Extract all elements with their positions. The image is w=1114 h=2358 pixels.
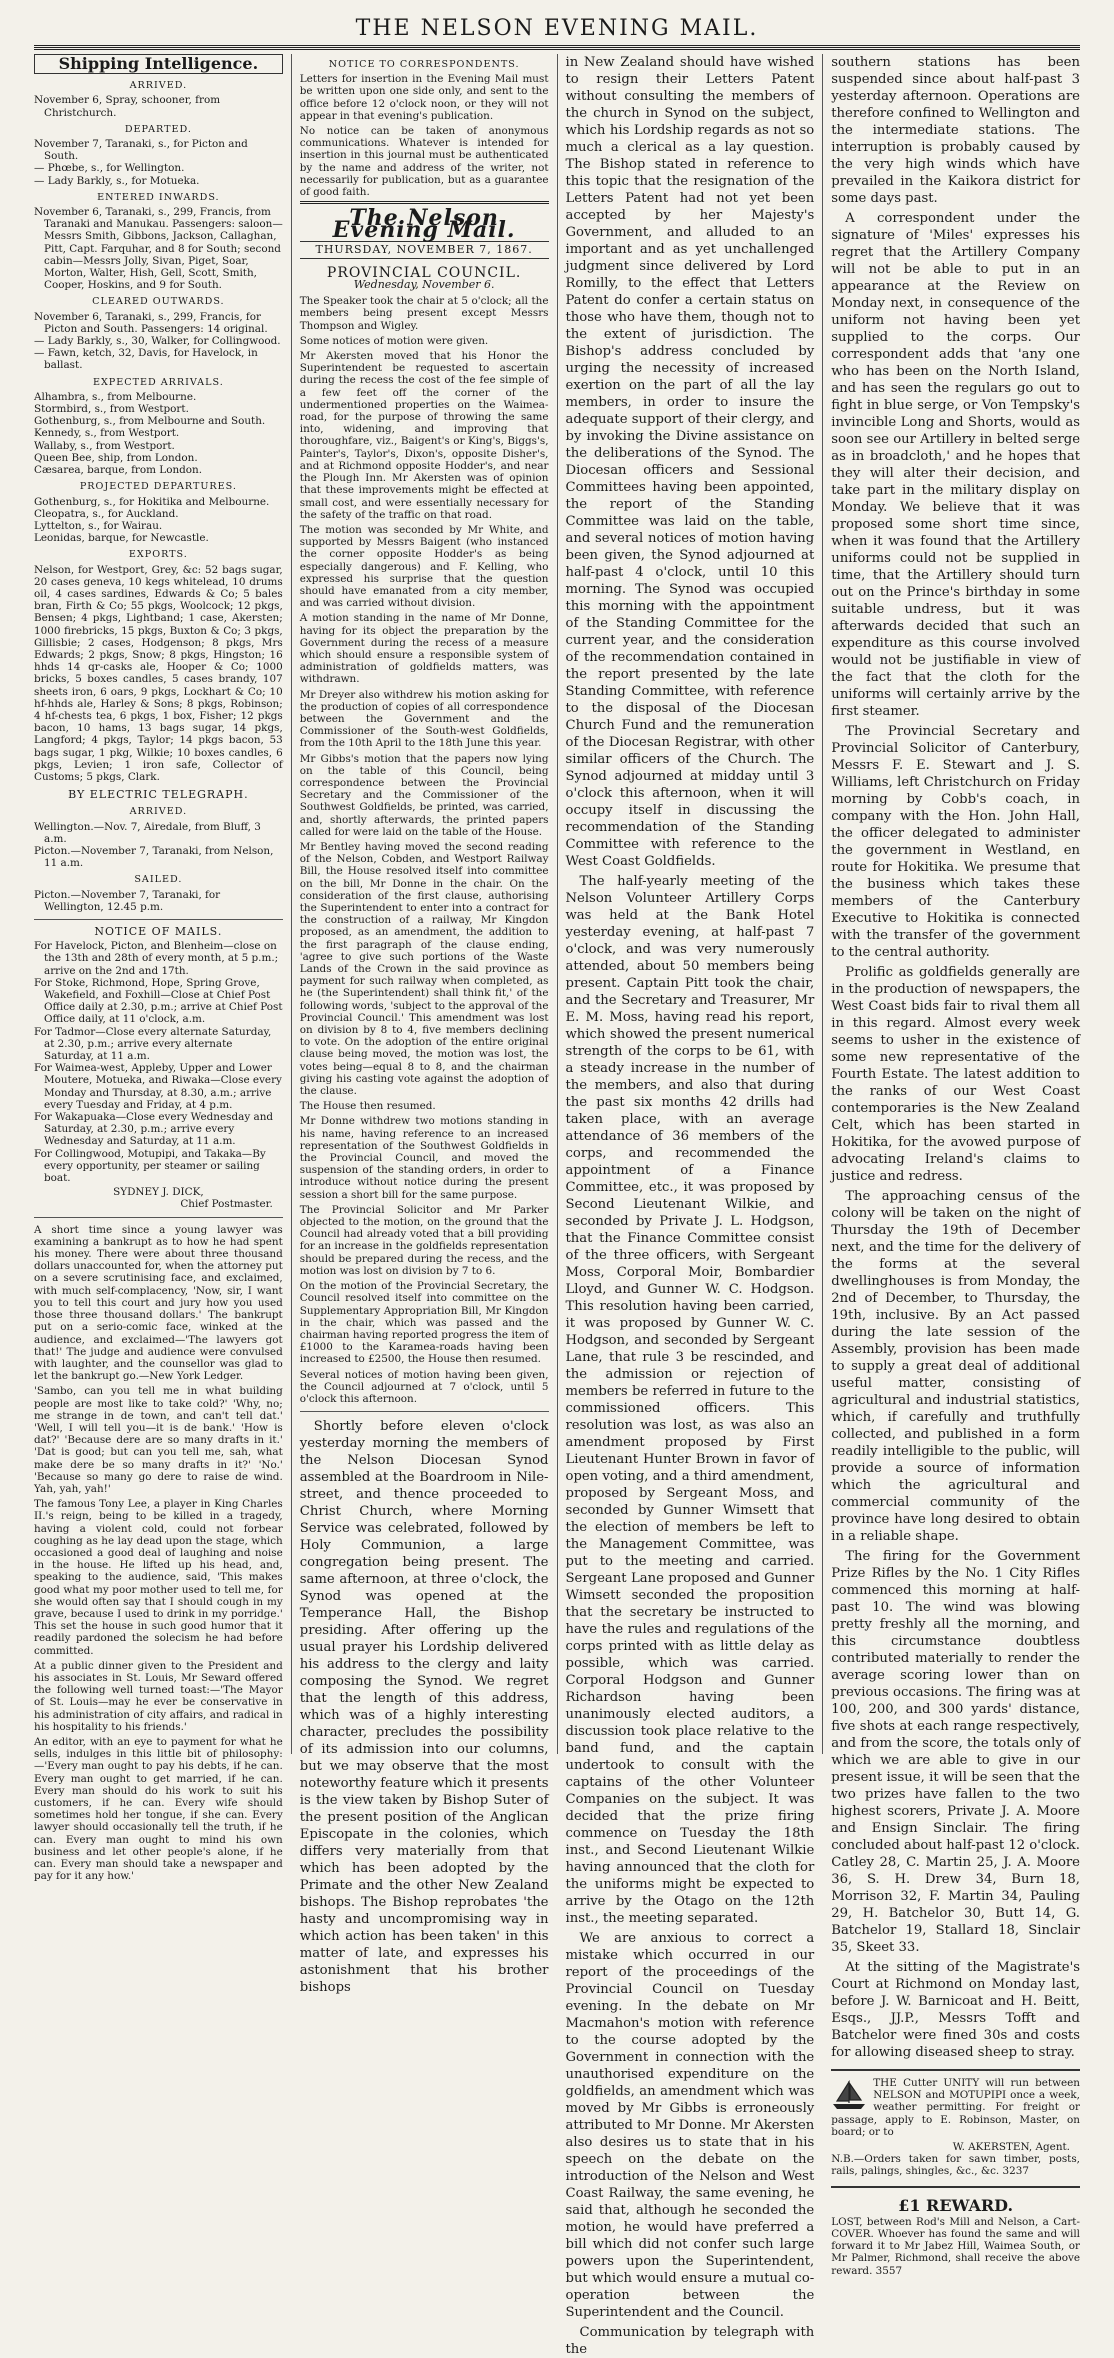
divider (300, 1411, 549, 1412)
news-paragraph: The approaching census of the colony will be taken on the night of Thursday the 19th of December next, and the time for the delivery of the forms at the several dwellinghouses is from Monday, the 2nd of December, to Thursday, the 19th, inclusive. By an Act passed during the late session of the Assembly, provision has been made to supply a great deal of additional useful matter, consisting of agricultural and industrial statistics, which, if carefully and truthfully collected, and published in a form readily intelligible to the public, will provide a source of information which the agricultural and commercial community of the province have long desired to obtain in a reliable shape. (831, 1189, 1080, 1544)
anecdote-paragraph: A short time since a young lawyer was examining a bankrupt as to how he had spent his money. There were about three thousand dollars unaccounted for, when the attorney put on a severe scrutinising face, and exclaimed, with much self-complacency, 'Now, sir, I want you to tell this court and jury how you used those three thousand dollars.' The bankrupt put on a serio-comic face, winked at the audience, and exclaimed—'The lawyers got that!' The judge and audience were convulsed with laughter, and the counsellor was glad to let the bankrupt go.—New York Ledger. (34, 1223, 283, 1383)
expected-item: Kennedy, s., from Westport. (34, 427, 180, 440)
cutter-ad-text: THE Cutter UNITY will run between NELSON and MOTUPIPI once a week, weather permitting. For freight or passage, apply to E. Robinson, Master, on board; or to (831, 2077, 1080, 2138)
council-paragraph: The Speaker took the chair at 5 o'clock; all the members being present except Messrs Thompson and Wigley. (299, 295, 549, 332)
council-heading: PROVINCIAL COUNCIL. (326, 264, 522, 281)
notice-paragraph: No notice can be taken of anonymous communications. Whatever is intended for insertion in this journal must be authenticated by the name and address of the writer, not necessarily for publication, but as a guarantee of good faith. (299, 125, 549, 199)
cleared-item: — Fawn, ketch, 32, Davis, for Havelock, in ballast. (34, 347, 258, 372)
mail-item: For Collingwood, Motupipi, and Takaka—By every opportunity, per steamer or sailing boat. (34, 1147, 266, 1185)
projected-item: Gothenburg, s., for Hokitika and Melbourne. (34, 495, 270, 508)
expected-item: Gothenburg, s., from Melbourne and South. (34, 415, 266, 428)
cleared-item: — Lady Barkly, s., 30, Walker, for Collingwood. (34, 335, 281, 348)
masthead-double-rule (34, 47, 1080, 50)
expected-item: Alhambra, s., from Melbourne. (34, 390, 197, 403)
reward-title: £1 REWARD. (898, 2195, 1014, 2215)
masthead: THE NELSON EVENING MAIL. (355, 16, 759, 41)
mail-item: For Wakapuaka—Close every Wednesday and Saturday, at 2.30, p.m.; arrive every Wednesday and Saturday, at 11 a.m. (34, 1111, 274, 1148)
cutter-ad-note: N.B.—Orders taken for sawn timber, posts, rails, palings, shingles, &c., &c. 3237 (831, 2153, 1080, 2178)
telegraph-article: Communication by telegraph with the (565, 2325, 815, 2357)
news-paragraph: The firing for the Government Prize Rifles by the No. 1 City Rifles commenced this morning at half-past 10. The wind was blowing pretty freshly all the morning, and this circumstance doubtless contributed materially to render the average scoring lower than on previous occasions. The firing was at 100, 200, and 300 yards' distance, five shots at each range respectively, and from the score, the totals only of which we are able to give in our present issue, it will be seen that the two prizes have fallen to the two highest scorers, Private J. A. Moore and Ensign Sinclair. The firing concluded about half-past 12 o'clock. Catley 28, C. Martin 25, J. A. Moore 36, S. H. Drew 34, Burn 18, Morrison 32, F. Martin 34, Pauling 29, H. Batchelor 30, Butt 14, G. Batchelor 19, Stallard 18, Sinclair 35, Skeet 33. (831, 1549, 1080, 1955)
divider (300, 201, 549, 204)
tel-arrived-heading: ARRIVED. (129, 806, 188, 818)
tel-arrived-item: Wellington.—Nov. 7, Airedale, from Bluff, 3 a.m. (34, 820, 261, 845)
tel-sailed-item: Picton.—November 7, Taranaki, for Wellington, 12.45 p.m. (34, 888, 221, 913)
mail-item: For Waimea-west, Appleby, Upper and Lower Moutere, Motueka, and Riwaka—Close every Monday and Thursday, at 8.30, a.m.; arrive every Tuesday and Friday, at 4 p.m. (34, 1062, 282, 1111)
anecdote-paragraph: 'Sambo, can you tell me in what building people are most like to take cold?' 'Why, no; me strange in de town, and can't tell dat.' 'Well, I will tell you—it is de bank.' 'How is dat?' 'Because dere are so many drafts in it.' 'Dat is good; but can you tell me, sah, what make dere be so many drafts in it?' 'No.' 'Because so many go dere to raise de wind. Yah, yah, yah!' (34, 1385, 283, 1495)
council-paragraph: The House then resumed. (299, 1100, 436, 1113)
council-paragraph: A motion standing in the name of Mr Donne, having for its object the preparation by the Government during the recess of a measure which should ensure a responsible system of administration of goldfields matters, was withdrawn. (299, 612, 549, 686)
council-paragraph: The Provincial Solicitor and Mr Parker objected to the motion, on the ground that the Council had already voted that a bill providing for an increase in the goldfields representation should be prepared during the recess, and the motion was lost on division by 7 to 6. (299, 1203, 549, 1277)
cleared-item: November 6, Taranaki, s., 299, Francis, for Picton and South. Passengers: 14 original. (34, 310, 268, 335)
cutter-ad-signature: W. AKERSTEN, Agent. (952, 2141, 1070, 2154)
divider (34, 919, 283, 920)
tel-sailed-heading: SAILED. (134, 874, 183, 886)
column-4 (822, 54, 1080, 2277)
reward-advertisement (831, 2186, 1080, 2277)
shipping-title: Shipping Intelligence. (34, 54, 283, 74)
mail-item: For Havelock, Picton, and Blenheim—close on the 13th and 28th of every month, at 5 p.m.; arrive on the 2nd and 17th. (34, 940, 279, 977)
reward-text: LOST, between Rod's Mill and Nelson, a Cart-COVER. Whoever has found the same and will forward it to Mr Jabez Hill, Waimea South, or Mr Palmer, Richmond, shall receive the above reward. 3557 (831, 2215, 1080, 2277)
entered-heading: ENTERED INWARDS. (97, 191, 220, 203)
notice-paragraph: Letters for insertion in the Evening Mail must be written upon one side only, and sent to the office before 12 o'clock noon, or they will not appear in that evening's publication. (299, 73, 549, 122)
council-paragraph: The motion was seconded by Mr White, and supported by Messrs Baigent (who instanced the corner opposite Hodder's as being especially dangerous) and F. Kelling, who expressed his surprise that the question should have emanated from a city member, and was carried without division. (299, 523, 549, 610)
anecdote-paragraph: The famous Tony Lee, a player in King Charles II.'s reign, being to be killed in a tragedy, having a violent cold, could not forbear coughing as he lay dead upon the stage, which occasioned a good deal of laughing and noise in the house. He lifted up his head, and, speaking to the audience, said, 'This makes good what my poor mother used to tell me, for she would often say that I should cough in my grave, because I used to drink in my porridge.' This set the house in such good humor that it readily pardoned the solecism he had before committed. (34, 1498, 283, 1657)
column-4-news (831, 54, 1080, 2061)
ship-icon (831, 2079, 867, 2111)
mails-signature: SYDNEY J. DICK, (113, 1186, 204, 1199)
mails-signature-title: Chief Postmaster. (180, 1198, 273, 1211)
synod-continued: in New Zealand should have wished to resign their Letters Patent without consulting the members of the church in Synod on the subject, which his Lordship regards as not so much a clerical as a lay question. The Bishop stated in reference to this topic that the resignation of the Letters Patent had not yet been accepted by her Majesty's Government, and alluded to an important and as yet unchallenged judgment since delivered by Lord Romilly, to the effect that Letters Patent do confer a certain status on those who have them, though not to the extent of jurisdiction. The Bishop's address concluded by urging the necessity of increased exertion on the part of all the lay members, in order to insure the adequate support of their clergy, and by invoking the Divine assistance on the deliberations of the Synod. The Diocesan officers and Sessional Committees having been appointed, the report of the Standing Committee was laid on the table, and several notices of motion having been given, the Synod adjourned at half-past 4 o'clock, until 10 this morning. The Synod was occupied this morning with the appointment of the Standing Committee for the current year, and the consideration of the recommendation contained in the report presented by the late Standing Committee, with reference to the disposal of the Diocesan Church Fund and the remuneration of the Diocesan Registrar, with other similar officers of the Church. The Synod adjourned at midday until 3 o'clock this afternoon, when it will occupy itself in discussing the recommendation of the Standing Committee with reference to the West Coast Goldfields. (565, 55, 815, 869)
council-paragraph: Some notices of motion were given. (299, 334, 489, 347)
synod-paragraph: Shortly before eleven o'clock yesterday morning the members of the Nelson Diocesan Synod assembled at the Boardroom in Nile-street, and thence proceeded to Christ Church, where Morning Service was celebrated, followed by Holy Communion, a large congregation being present. The same afternoon, at three o'clock, the Synod was opened at the Temperance Hall, the Bishop presiding. After offering up the usual prayer his Lordship delivered his address to the clergy and laity composing the Synod. We regret that the length of this address, which was of a highly interesting character, precludes the possibility of its admission into our columns, but we may observe that the most noteworthy feature which it presents is the view taken by Bishop Suter of the present position of the Anglican Episcopate in the colonies, which differs very materially from that which has been adopted by the Primate and the other New Zealand bishops. The Bishop reprobates 'the hasty and uncompromising way in which action has been taken' in this matter of late, and expresses his astonishment that his brother bishops (299, 1419, 549, 1996)
expected-item: Stormbird, s., from Westport. (34, 403, 189, 416)
arrived-heading: ARRIVED. (129, 80, 188, 92)
news-paragraph: Prolific as goldfields generally are in the production of newspapers, the West Coast bids fair to rival them all in this regard. Almost every week seems to usher in the existence of some new representative of the Fourth Estate. The latest addition to the ranks of our West Coast contemporaries is the New Zealand Celt, which has been started in Hokitika, for the avowed purpose of advocating Ireland's claims to justice and redress. (831, 965, 1080, 1184)
council-paragraph: Mr Gibbs's motion that the papers now lying on the table of this Council, being correspondence between the Provincial Secretary and the Commissioner of the Southwest Goldfields, be printed, was carried, and, shortly afterwards, the printed papers called for were laid on the table of the House. (299, 752, 549, 838)
column-1 (34, 54, 291, 1883)
projected-item: Leonidas, barque, for Newcastle. (34, 532, 209, 545)
expected-heading: EXPECTED ARRIVALS. (92, 376, 224, 388)
council-paragraph: On the motion of the Provincial Secretary, the Council resolved itself into committee on the Supplementary Appropriation Bill, Mr Kingdon in the chair, which was passed and the chairman having reported progress the item of £1000 to the Karamea-roads having been increased to £2500, the House then resumed. (299, 1280, 549, 1366)
projected-heading: PROJECTED DEPARTURES. (79, 481, 237, 493)
projected-item: Lyttelton, s., for Wairau. (34, 519, 163, 532)
cleared-heading: CLEARED OUTWARDS. (92, 296, 225, 308)
mails-heading: NOTICE OF MAILS. (94, 925, 223, 938)
cutter-advertisement (831, 2069, 1080, 2178)
columns (34, 54, 1080, 2357)
news-paragraph: At the sitting of the Magistrate's Court at Richmond on Monday last, before J. W. Barnicoat and H. Beitt, Esqs., JJ.P., Messrs Tofft and Batchelor were fined 30s and costs for allowing diseased sheep to stray. (831, 1960, 1080, 2060)
council-paragraph: Mr Bentley having moved the second reading of the Nelson, Cobden, and Westport Railway Bill, the House resolved itself into committee on the bill, Mr Donne in the chair. On the consideration of the first clause, authorising the Superintendent to enter into a contract for the construction of a railway, Mr Kingdon proposed, as an amendment, the addition to the first paragraph of the clause ending, 'agree to give such portions of the Waste Lands of the Crown in the said province as payment for such railway when completed, as he (the Superintendent) shall think fit,' of the following words, 'subject to the approval of the Provincial Council.' This amendment was lost on division by 8 to 4, five members declining to vote. On the adoption of the entire original clause being moved, the motion was lost, the votes being—equal 8 to 8, and the chairman giving his casting vote against the adoption of the clause. (299, 840, 549, 1098)
anecdote-paragraph: At a public dinner given to the President and his associates in St. Louis, Mr Seward offered the following well turned toast:—'The Mayor of St. Louis—may he ever be conservative in his administration of city affairs, and radical in his hospitality to his friends.' (34, 1659, 283, 1733)
correction-article: We are anxious to correct a mistake which occurred in our report of the proceedings of the Provincial Council on Tuesday evening. In the debate on Mr Macmahon's motion with reference to the course adopted by the Government in connection with the unauthorised expenditure on the goldfields, an amendment which was moved by Mr Gibbs is erroneously attributed to Mr Donne. Mr Akersten also desires us to state that in his speech on the debate on the introduction of the Nelson and West Coast Railway, the same evening, he said that, although he seconded the motion, he would have preferred a bill which did not confer such large powers upon the Superintendent, but which would ensure a mutual co-operation between the Superintendent and the Council. (565, 1931, 815, 2320)
council-paragraph: Several notices of motion having been given, the Council adjourned at 7 o'clock, until 5 o'clock this afternoon. (299, 1368, 549, 1405)
exports-text: Nelson, for Westport, Grey, &c: 52 bags sugar, 20 cases geneva, 10 kegs whitelead, 10 drums oil, 4 cases sardines, Edwards & Co; 5 bales bran, Firth & Co; 55 pkgs, Woolcock; 12 pkgs, Bensen; 4 pkgs, Lightband; 1 case, Akersten; 1000 firebricks, 15 pkgs, Buxton & Co; 3 pkgs, Gillisbie; 2 cases, Hodgenson; 8 pkgs, Mrs Edwards; 2 pkgs, Snow; 8 pkgs, Hingston; 16 hhds 14 qr-casks ale, Hooper & Co; 1000 bricks, 5 boxes candles, 5 cases brandy, 107 sheets iron, 6 oars, 9 pkgs, Lockhart & Co; 10 hf-hhds ale, Harley & Sons; 8 pkgs, Robinson; 4 hf-chests tea, 6 pkgs, 1 box, Fisher; 12 pkgs bacon, 10 hams, 13 bags sugar, 14 pkgs, Langford; 4 pkgs, Taylor; 14 pkgs bacon, 53 bags sugar, 1 pkg, Wilkie; 10 boxes candles, 6 pkgs, Levien; 1 iron safe, Collector of Customs; 5 pkgs, Clark. (34, 563, 283, 783)
news-paragraph: southern stations has been suspended since about half-past 3 yesterday afternoon. Operations are therefore confined to Wellington and the intermediate stations. The interruption is probably caused by the very high winds which have prevailed in the Kaikora district for some days past. (831, 55, 1080, 206)
news-paragraph: The Provincial Secretary and Provincial Solicitor of Canterbury, Messrs F. E. Stewart and J. S. Williams, left Christchurch on Friday morning by Cobb's coach, in company with the Hon. John Hall, the officer delegated to administer the government in Westland, en route for Hokitika. We presume that the business which takes these members of the Canterbury Executive to Hokitika is connected with the transfer of the government to the central authority. (831, 724, 1080, 960)
expected-item: Wallaby, s., from Westport. (34, 439, 175, 452)
notice-heading: NOTICE TO CORRESPONDENTS. (328, 59, 520, 70)
masthead-rule (34, 45, 1080, 46)
telegraph-heading: BY ELECTRIC TELEGRAPH. (68, 788, 249, 802)
departed-item: November 7, Taranaki, s., for Picton and South. (34, 138, 248, 163)
mail-item: For Tadmor—Close every alternate Saturday, at 2.30, p.m.; arrive every alternate Saturday, at 11 a.m. (34, 1025, 272, 1063)
departed-item: — Phœbe, s., for Wellington. (34, 162, 185, 175)
departed-heading: DEPARTED. (124, 123, 192, 135)
arrived-item: November 6, Spray, schooner, from Christchurch. (34, 94, 221, 119)
departed-item: — Lady Barkly, s., for Motueka. (34, 174, 200, 187)
paper-title: The Nelson Evening Mail. (332, 205, 516, 244)
council-paragraph: Mr Donne withdrew two motions standing in his name, having reference to an increased representation of the Southwest Goldfields in the Provincial Council, and moved the suspension of the standing orders, in order to introduce without notice during the present session a short bill for the same purpose. (299, 1115, 549, 1201)
news-paragraph: A correspondent under the signature of 'Miles' expresses his regret that the Artillery Company will not be able to put in an appearance at the Review on Monday next, in consequence of the uniform not having been yet supplied to the corps. Our correspondent adds that 'any one who has been on the North Island, and has seen the regulars go out to fight in blue serge, or Von Tempsky's invincible Long and Shorts, would as soon see our Artillery in belted serge as in broadcloth,' and he hopes that they will alter their decision, and take part in the military display on Monday. We believe that it was proposed some short time since, when it was found that the Artillery uniforms could not be supplied in time, that the Artillery should turn out on the Prince's birthday in some suitable undress, but it was afterwards decided that such an expenditure as this course involved would not be justifiable in view of the fact that the cloth for the uniforms will certainly arrive by the first steamer. (831, 211, 1080, 719)
tel-arrived-item: Picton.—November 7, Taranaki, from Nelson, 11 a.m. (34, 844, 274, 870)
synod-article (300, 1418, 549, 1996)
expected-item: Cæsarea, barque, from London. (34, 464, 203, 477)
expected-item: Queen Bee, ship, from London. (34, 451, 198, 464)
projected-item: Cleopatra, s., for Auckland. (34, 507, 179, 520)
anecdote-paragraph: An editor, with an eye to payment for what he sells, indulges in this little bit of philosophy:—'Every man ought to pay his debts, if he can. Every man ought to get married, if he can. Every man should do his work to suit his customers, if he can. Every wife should sometimes hold her tongue, if she can. Every lawyer should occasionally tell the truth, if he can. Every man ought to mind his own business and let other people's alone, if he can. Every man should take a newspaper and pay for it any how.' (34, 1736, 283, 1883)
council-paragraph: Mr Akersten moved that his Honor the Superintendent be requested to ascertain during the recess the cost of the fee simple of a few feet off the corner of the undermentioned properties on the Waimea-road, for the purpose of throwing the same into, widening, and improving that thoroughfare, viz., Baigent's or King's, Biggs's, Painter's, Taylor's, Dixon's, opposite Disher's, and at Richmond opposite Hodder's, and near the Plough Inn. Mr Akersten was of opinion that these improvements might be effected at small cost, and were essentially necessary for the safety of the traffic on that road. (299, 350, 549, 521)
column-3 (557, 54, 823, 2357)
column-2 (291, 54, 557, 1996)
council-paragraph: Mr Dreyer also withdrew his motion asking for the production of copies of all correspondence between the Government and the Commissioner of the South-west Goldfields, from the 10th April to the 18th June this year. (299, 688, 549, 750)
council-date: Wednesday, November 6. (353, 278, 495, 292)
entered-item: November 6, Taranaki, s., 299, Francis, from Taranaki and Manukau. Passengers: saloon—Messrs Smith, Gibbons, Jackson, Callaghan, Pitt, Capt. Farquhar, and 8 for South; second cabin—Messrs Jolly, Sivan, Piget, Soar, Morton, Walter, Hish, Gell, Scott, Smith, Cooper, Hoskins, and 9 for South. (34, 206, 283, 292)
artillery-article: The half-yearly meeting of the Nelson Volunteer Artillery Corps was held at the Bank Hotel yesterday evening, at half-past 7 o'clock, and was very numerously attended, about 50 members being present. Captain Pitt took the chair, and the Secretary and Treasurer, Mr E. M. Moss, having read his report, which showed the present numerical strength of the corps to be 61, with a steady increase in the number of the members, and also that during the past six months 42 drills had taken place, with an average attendance of 36 members of the corps, and recommended the appointment of a Finance Committee, etc., it was proposed by Second Lieutenant Wilkie, and seconded by Private J. L. Hodgson, that the Finance Committee consist of the three officers, with Sergeant Moss, Corporal Moir, Bombardier Lloyd, and Gunner W. C. Hodgson. This resolution having been carried, it was proposed by Gunner W. C. Hodgson, and seconded by Sergeant Lane, that rule 3 be rescinded, and the admission or rejection of members be referred in future to the commissioned officers. This resolution was lost, as was also an amendment proposed by First Lieutenant Hunter Brown in favor of open voting, and a third amendment, proposed by Sergeant Moss, and seconded by Gunner Wimsett that the election of members be left to the Management Committee, was put to the meeting and carried. Sergeant Lane proposed and Gunner Wimsett seconded the proposition that the secretary be instructed to have the rules and regulations of the corps printed with as little delay as possible, which was carried. Corporal Hodgson and Gunner Richardson having been unanimously elected auditors, a discussion took place relative to the band fund, and the captain undertook to consult with the captains of the other Volunteer Companies on the subject. It was decided that the prize firing commence on Tuesday the 18th inst., and Second Lieutenant Wilkie having announced that the cloth for the uniforms might be expected to arrive by the Otago on the 12th inst., the meeting separated. (565, 874, 815, 1926)
dateline: THURSDAY, NOVEMBER 7, 1867. (300, 241, 549, 259)
divider (34, 1217, 283, 1218)
exports-heading: EXPORTS. (128, 549, 188, 561)
mail-item: For Stoke, Richmond, Hope, Spring Grove, Wakefield, and Foxhill—Close at Chief Post Office daily at 2.30, p.m.; arrive at Chief Post Office daily, at 11 o'clock, a.m. (34, 976, 283, 1026)
